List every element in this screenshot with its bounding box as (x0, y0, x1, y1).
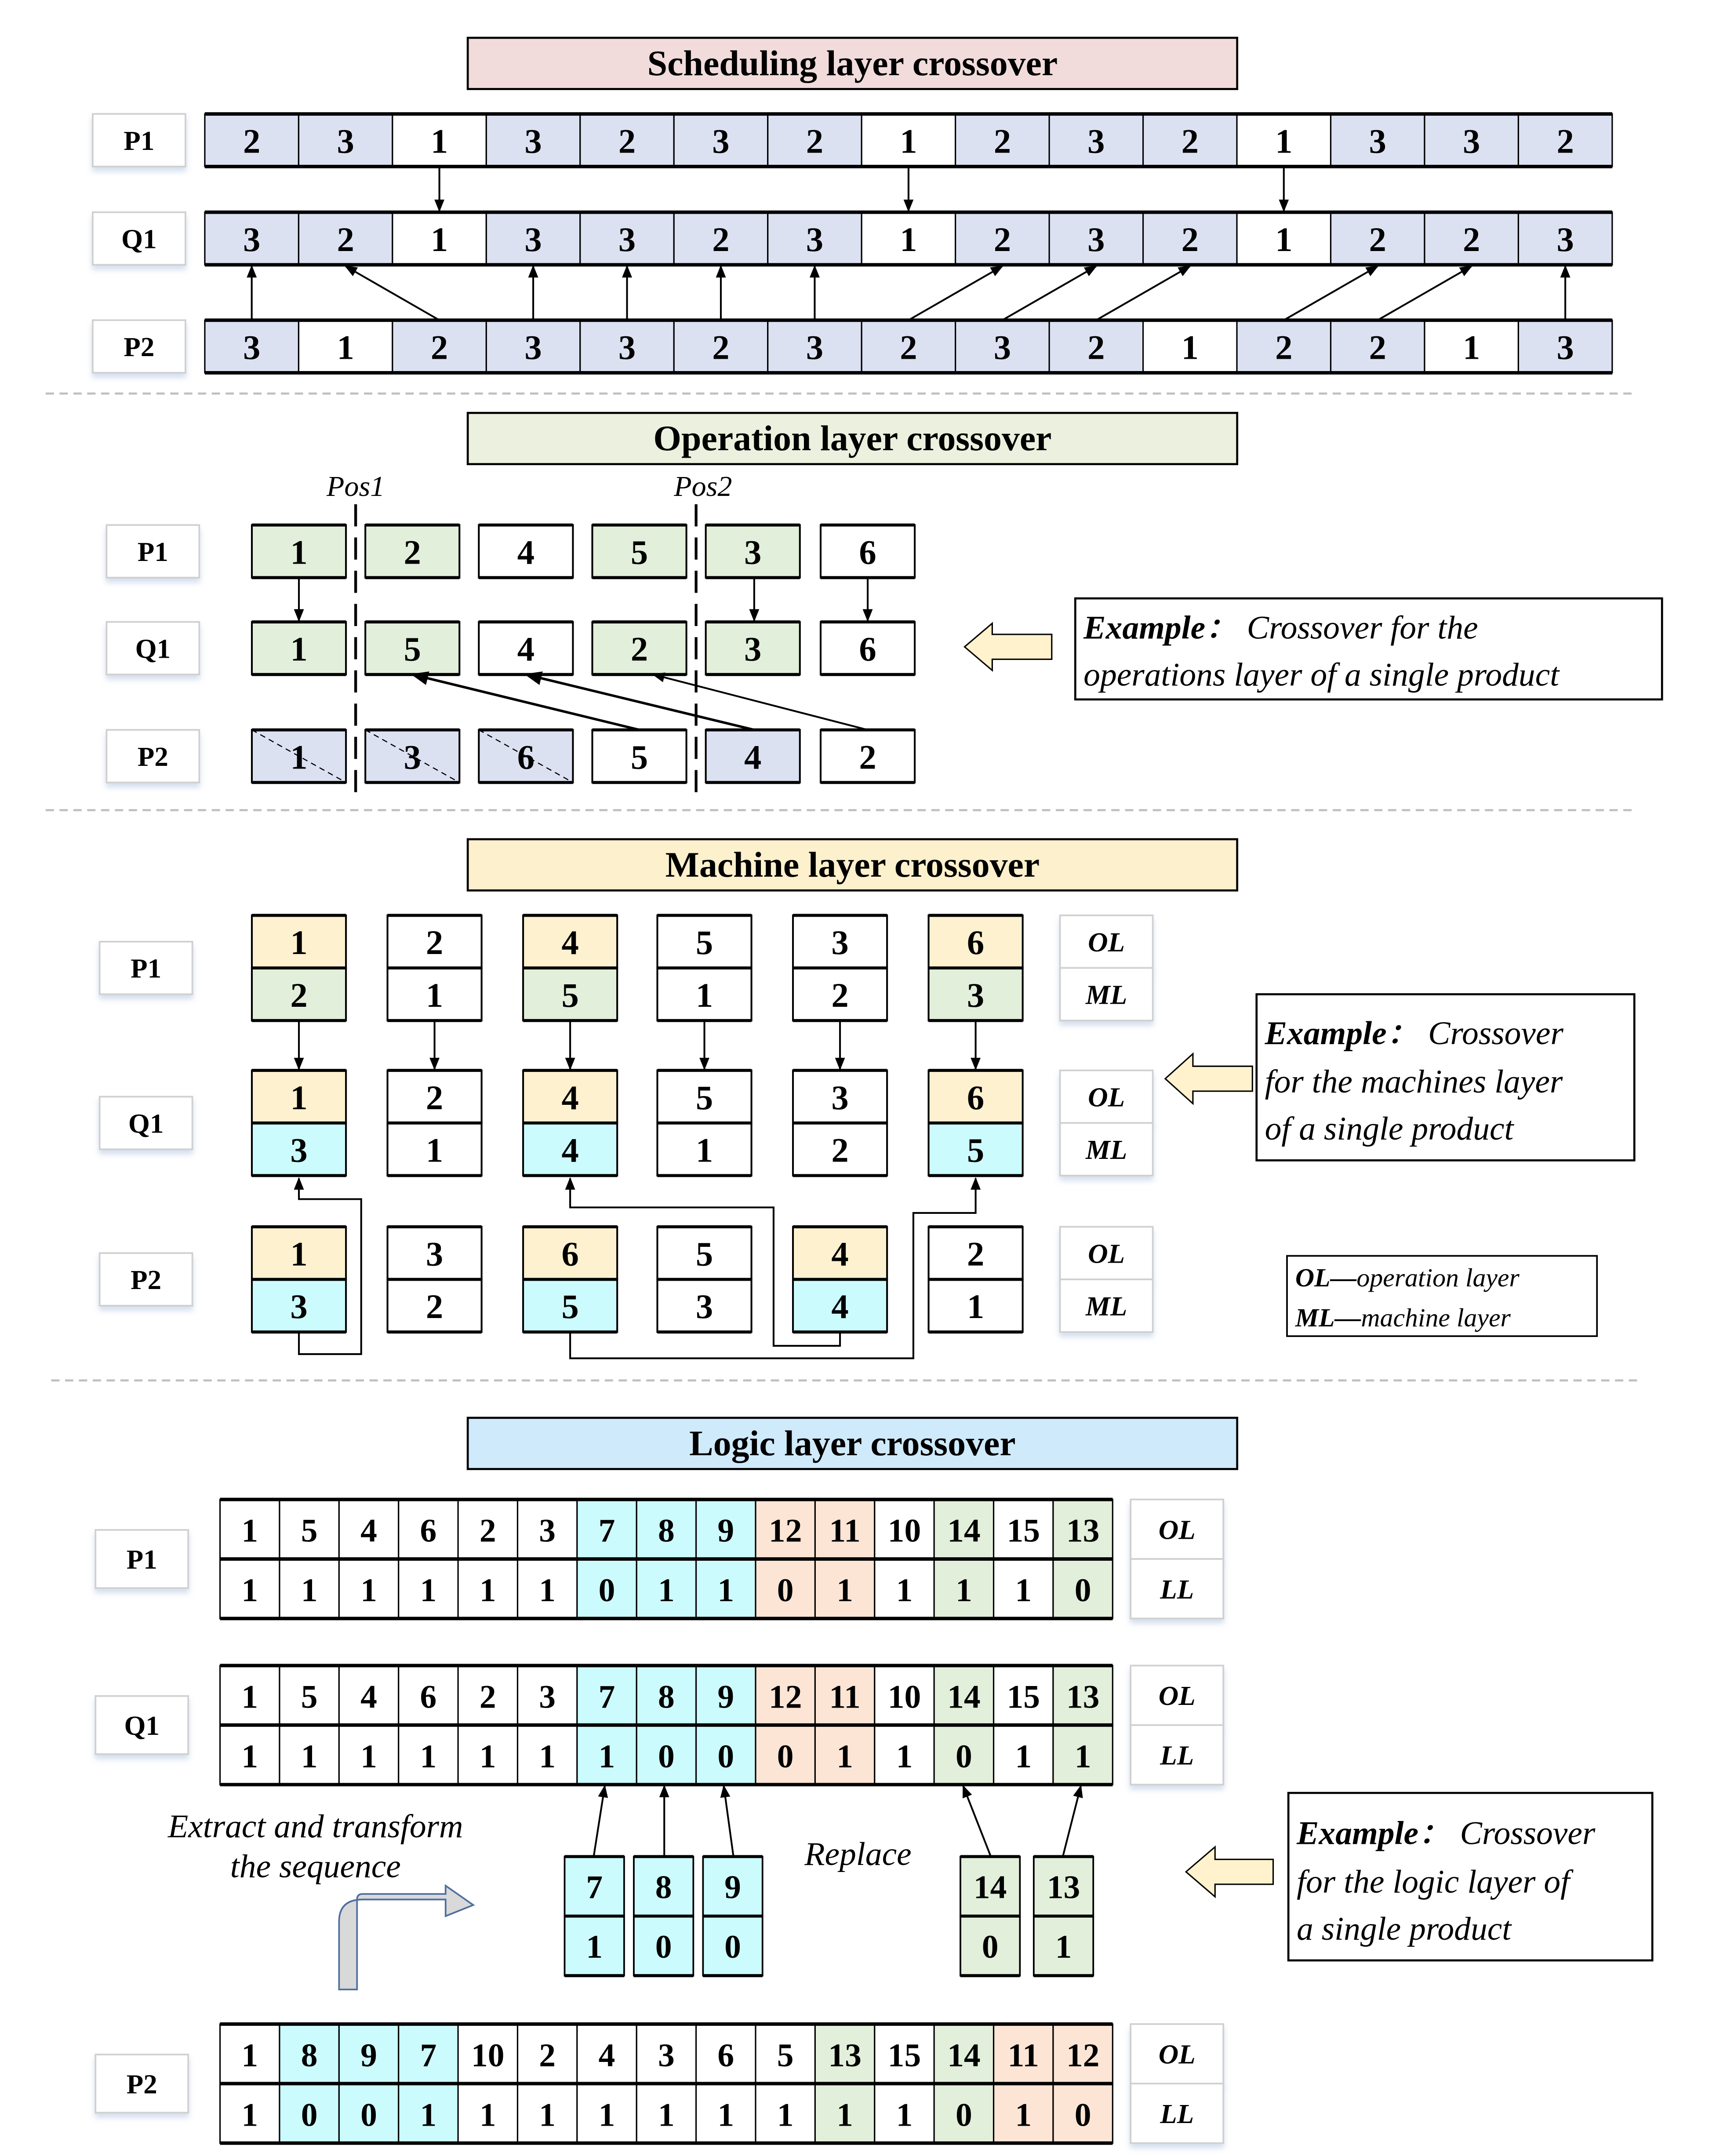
mach-ml-value: 2 (425, 1288, 444, 1326)
sched-cell-value: 2 (618, 122, 636, 161)
logic-row-label-q1: Q1 (124, 1710, 160, 1741)
sched-cell-value: 2 (1556, 122, 1574, 161)
logic-ll-value: 1 (896, 1572, 913, 1609)
sched-cell-value: 3 (712, 122, 730, 161)
mach-ol-value: 2 (425, 924, 444, 962)
logic-ol-value: 15 (887, 2037, 921, 2074)
sched-cell-value: 2 (1369, 328, 1386, 367)
op-cell-value: 2 (630, 630, 648, 669)
mach-ol-value: 4 (561, 1078, 579, 1117)
arrow (909, 266, 1002, 320)
mach-ol-value: 5 (695, 1078, 713, 1117)
group-a-ll-value: 1 (586, 1928, 603, 1965)
logic-ol-value: 8 (658, 1512, 675, 1549)
logic-ol-value: 14 (947, 1679, 981, 1715)
ol-tag: OL (1158, 1680, 1196, 1712)
logic-ll-value: 1 (479, 1572, 496, 1609)
logic-ll-value: 0 (777, 1572, 794, 1609)
sched-cell-value: 3 (1463, 122, 1480, 161)
operation-left-arrow-icon (964, 623, 1051, 670)
logic-ol-value: 13 (828, 2037, 862, 2074)
logic-ol-value: 14 (947, 2037, 981, 2074)
logic-ol-value: 3 (658, 2037, 675, 2074)
logic-ll-value: 1 (836, 1738, 853, 1775)
sched-cell-value: 1 (430, 220, 448, 259)
logic-ol-value: 3 (539, 1679, 556, 1715)
logic-ol-value: 4 (360, 1512, 377, 1549)
logic-ll-value: 1 (658, 1572, 675, 1609)
mach-ml-value: 3 (290, 1131, 308, 1170)
op-cell-value: 2 (859, 738, 876, 777)
mach-ol-value: 3 (831, 924, 849, 962)
logic-ll-value: 1 (301, 1738, 318, 1775)
mach-ml-value: 1 (425, 976, 444, 1015)
logic-ol-value: 12 (1066, 2037, 1100, 2074)
legend-ol: OL—operation layer (1295, 1263, 1520, 1292)
arrow (653, 674, 868, 730)
op-row-label-p1: P1 (137, 536, 168, 568)
op-cell-value: 3 (404, 738, 421, 777)
mach-ml-value: 4 (831, 1288, 849, 1326)
mach-ml-value: 2 (831, 976, 849, 1015)
logic-ol-value: 15 (1007, 1512, 1040, 1549)
ll-tag: LL (1160, 1740, 1194, 1771)
op-cell-value: 6 (517, 738, 535, 777)
ol-tag: OL (1158, 2039, 1196, 2070)
mach-ml-value: 3 (290, 1288, 308, 1326)
logic-ll-value: 1 (360, 1572, 377, 1609)
logic-ll-value: 0 (717, 1738, 734, 1775)
op-cell-value: 6 (859, 533, 876, 572)
mach-ol-value: 5 (695, 1235, 713, 1274)
sched-cell-value: 2 (337, 220, 354, 259)
sched-cell-value: 3 (524, 220, 542, 259)
sched-cell-value: 1 (1275, 220, 1293, 259)
mach-ol-value: 3 (831, 1078, 849, 1117)
sched-cell-value: 3 (618, 220, 636, 259)
operation-title: Operation layer crossover (653, 418, 1052, 459)
mach-ml-value: 5 (967, 1131, 985, 1170)
group-a-ol-value: 7 (586, 1869, 603, 1906)
machine-example-text-3: of a single product (1265, 1111, 1514, 1147)
logic-ol-value: 2 (479, 1512, 496, 1549)
logic-ol-value: 1 (241, 1679, 258, 1715)
sched-cell-value: 3 (806, 328, 824, 367)
logic-ol-value: 1 (241, 1512, 258, 1549)
logic-ol-value: 2 (539, 2037, 556, 2074)
sched-cell-value: 2 (1275, 328, 1293, 367)
mach-ol-value: 4 (561, 924, 579, 962)
op-cell-value: 5 (630, 738, 648, 777)
logic-ol-value: 9 (360, 2037, 377, 2074)
arrow (526, 674, 754, 730)
operation-example-text-2: operations layer of a single product (1083, 656, 1560, 693)
op-cell-value: 5 (404, 630, 421, 669)
sched-cell-value: 3 (337, 122, 354, 161)
mach-ol-value: 1 (290, 1078, 308, 1117)
arrow (963, 1786, 991, 1857)
mach-row-label-p2: P2 (131, 1264, 162, 1296)
logic-ll-value: 1 (241, 1572, 258, 1609)
logic-ol-value: 12 (768, 1512, 802, 1549)
logic-ll-value: 1 (241, 2097, 258, 2134)
mach-ml-value: 1 (425, 1131, 444, 1170)
mach-ml-value: 3 (967, 976, 985, 1015)
logic-example-text-3: a single product (1297, 1910, 1512, 1947)
sched-cell-value: 3 (1556, 328, 1574, 367)
logic-ll-value: 1 (1015, 1738, 1032, 1775)
logic-ol-value: 7 (598, 1512, 615, 1549)
sched-cell-value: 3 (806, 220, 824, 259)
sched-cell-value: 2 (1181, 122, 1199, 161)
arrow (1002, 266, 1096, 320)
logic-ll-value: 1 (360, 1738, 377, 1775)
mach-ml-value: 1 (967, 1288, 985, 1326)
sched-cell-value: 2 (900, 328, 917, 367)
op-cell-value: 4 (744, 738, 762, 777)
sched-cell-value: 2 (1181, 220, 1199, 259)
ll-tag: LL (1160, 2098, 1194, 2130)
logic-ll-value: 1 (717, 1572, 734, 1609)
op-cell-value: 2 (404, 533, 421, 572)
logic-ll-value: 1 (1015, 1572, 1032, 1609)
arrow (1284, 266, 1378, 320)
sched-cell-value: 1 (900, 122, 917, 161)
group-b-ol-value: 13 (1047, 1869, 1080, 1906)
logic-ol-value: 5 (777, 2037, 794, 2074)
legend-ml: ML—machine layer (1295, 1303, 1511, 1333)
logic-ol-value: 6 (420, 1512, 437, 1549)
logic-ol-value: 10 (471, 2037, 505, 2074)
ll-tag: LL (1160, 1573, 1194, 1605)
logic-ol-value: 11 (1007, 2037, 1039, 2074)
logic-ll-value: 1 (777, 2097, 794, 2134)
logic-ll-value: 0 (658, 1738, 675, 1775)
op-cell-value: 4 (517, 630, 535, 669)
logic-ll-value: 1 (896, 1738, 913, 1775)
mach-ol-value: 6 (561, 1235, 579, 1274)
logic-ll-value: 0 (955, 2097, 972, 2134)
arrow (412, 674, 639, 730)
logic-ll-value: 1 (301, 1572, 318, 1609)
logic-left-arrow-icon (1186, 1847, 1273, 1897)
logic-ol-value: 7 (598, 1679, 615, 1715)
op-row-label-q1: Q1 (135, 633, 171, 664)
group-b-ol-value: 14 (973, 1869, 1007, 1906)
logic-ol-value: 5 (301, 1679, 318, 1715)
logic-ol-value: 7 (420, 2037, 437, 2074)
group-b-ll-value: 0 (982, 1928, 999, 1965)
arrow (1063, 1786, 1081, 1857)
machine-section (100, 839, 1635, 1358)
sched-cell-value: 1 (1275, 122, 1293, 161)
logic-row-label-p1: P1 (126, 1544, 157, 1575)
op-cell-value: 1 (290, 533, 308, 572)
logic-ll-value: 0 (301, 2097, 318, 2134)
group-b-ll-value: 1 (1055, 1928, 1072, 1965)
sched-row-label-p1: P1 (124, 125, 155, 157)
mach-ol-value: 2 (425, 1078, 444, 1117)
logic-ol-value: 11 (829, 1512, 861, 1549)
extract-label-2: the sequence (230, 1848, 401, 1885)
mach-ol-value: 6 (967, 924, 985, 962)
mach-ml-value: 5 (561, 1288, 579, 1326)
mach-ol-value: 3 (425, 1235, 444, 1274)
operation-rows (106, 525, 915, 783)
logic-ll-value: 0 (598, 1572, 615, 1609)
replace-label: Replace (804, 1836, 912, 1872)
sched-cell-value: 2 (712, 328, 730, 367)
pos1-label: Pos1 (327, 470, 385, 503)
mach-ml-value: 4 (561, 1131, 579, 1170)
sched-cell-value: 3 (524, 328, 542, 367)
logic-ll-value: 1 (598, 1738, 615, 1775)
sched-row-label-p2: P2 (124, 331, 155, 363)
logic-ll-value: 1 (955, 1572, 972, 1609)
logic-ol-value: 11 (829, 1679, 861, 1715)
logic-ol-value: 12 (768, 1679, 802, 1715)
logic-ll-value: 1 (836, 2097, 853, 2134)
scheduling-section (93, 38, 1612, 373)
ol-tag: OL (1088, 926, 1125, 958)
ml-tag: ML (1085, 1290, 1127, 1322)
mach-row-label-q1: Q1 (128, 1108, 164, 1139)
logic-ll-value: 1 (1015, 2097, 1032, 2134)
logic-ll-value: 1 (479, 1738, 496, 1775)
ol-tag: OL (1158, 1514, 1196, 1545)
sched-cell-value: 2 (430, 328, 448, 367)
logic-ol-value: 13 (1066, 1679, 1100, 1715)
logic-ol-value: 3 (539, 1512, 556, 1549)
logic-ll-value: 1 (420, 1572, 437, 1609)
scheduling-title: Scheduling layer crossover (647, 43, 1058, 83)
machine-example-text: Example： Crossover (1265, 1015, 1563, 1052)
mach-ml-value: 2 (831, 1131, 849, 1170)
sched-cell-value: 2 (1087, 328, 1105, 367)
logic-ol-value: 2 (479, 1679, 496, 1715)
logic-ol-value: 9 (717, 1679, 734, 1715)
logic-example-text: Example： Crossover (1297, 1815, 1596, 1852)
logic-ol-value: 8 (301, 2037, 318, 2074)
logic-ol-value: 6 (420, 1679, 437, 1715)
sched-cell-value: 3 (993, 328, 1011, 367)
logic-ll-value: 1 (598, 2097, 615, 2134)
mach-ml-value: 3 (695, 1288, 713, 1326)
logic-ll-value: 1 (539, 1572, 556, 1609)
mach-ol-value: 6 (967, 1078, 985, 1117)
sched-cell-value: 3 (618, 328, 636, 367)
mach-ml-value: 2 (290, 976, 308, 1015)
logic-ll-value: 1 (241, 1738, 258, 1775)
mach-ol-value: 4 (831, 1235, 849, 1274)
operation-example-text: Example： Crossover for the (1083, 609, 1478, 646)
ol-tag: OL (1088, 1082, 1125, 1113)
sched-cell-value: 3 (1556, 220, 1574, 259)
sched-cell-value: 2 (1369, 220, 1386, 259)
sched-cell-value: 2 (806, 122, 824, 161)
mach-ol-value: 1 (290, 1235, 308, 1274)
sched-row-label-q1: Q1 (121, 223, 157, 255)
mach-ol-value: 2 (967, 1235, 985, 1274)
machine-example-text-2: for the machines layer (1265, 1063, 1563, 1100)
ol-tag: OL (1088, 1238, 1125, 1269)
sched-cell-value: 2 (993, 220, 1011, 259)
logic-ol-value: 13 (1066, 1512, 1100, 1549)
logic-title: Logic layer crossover (689, 1423, 1016, 1463)
op-cell-value: 3 (744, 630, 762, 669)
sched-cell-value: 1 (337, 328, 354, 367)
group-a-ll-value: 0 (655, 1928, 672, 1965)
mach-ml-value: 5 (561, 976, 579, 1015)
arrow (724, 1786, 734, 1857)
logic-ll-value: 1 (717, 2097, 734, 2134)
logic-example-text-2: for the logic layer of (1297, 1863, 1570, 1900)
arrow (594, 1786, 605, 1857)
sched-cell-value: 3 (524, 122, 542, 161)
arrow (1378, 266, 1471, 320)
sched-cell-value: 2 (1463, 220, 1480, 259)
logic-ll-value: 1 (479, 2097, 496, 2134)
logic-ol-value: 1 (241, 2037, 258, 2074)
group-a-ol-value: 9 (724, 1869, 741, 1906)
sched-cell-value: 3 (1087, 220, 1105, 259)
sched-cell-value: 1 (1463, 328, 1480, 367)
mach-ml-value: 1 (695, 976, 713, 1015)
machine-rows (100, 915, 1153, 1332)
scheduling-rows (93, 114, 1612, 373)
logic-ol-value: 4 (360, 1679, 377, 1715)
ml-tag: ML (1085, 979, 1127, 1010)
machine-title: Machine layer crossover (665, 844, 1040, 885)
logic-ll-value: 1 (836, 1572, 853, 1609)
sched-cell-value: 3 (243, 220, 261, 259)
group-a-ll-value: 0 (724, 1928, 741, 1965)
logic-row-label-p2: P2 (126, 2069, 157, 2100)
logic-ol-value: 6 (717, 2037, 734, 2074)
op-cell-value: 1 (290, 630, 308, 669)
sched-cell-value: 1 (900, 220, 917, 259)
logic-ol-value: 9 (717, 1512, 734, 1549)
logic-ol-value: 8 (658, 1679, 675, 1715)
logic-ll-value: 1 (539, 1738, 556, 1775)
logic-ol-value: 15 (1007, 1679, 1040, 1715)
arrow (1096, 266, 1190, 320)
logic-ol-value: 10 (887, 1512, 921, 1549)
mach-ol-value: 1 (290, 924, 308, 962)
logic-ll-value: 0 (777, 1738, 794, 1775)
logic-ll-value: 1 (658, 2097, 675, 2134)
logic-ll-value: 1 (896, 2097, 913, 2134)
sched-cell-value: 1 (1181, 328, 1199, 367)
logic-ll-value: 1 (420, 1738, 437, 1775)
logic-ll-value: 0 (955, 1738, 972, 1775)
sched-cell-value: 2 (712, 220, 730, 259)
op-cell-value: 1 (290, 738, 308, 777)
logic-ll-value: 0 (360, 2097, 377, 2134)
ml-tag: ML (1085, 1134, 1127, 1165)
logic-ll-value: 1 (539, 2097, 556, 2134)
logic-ol-value: 14 (947, 1512, 981, 1549)
sched-cell-value: 2 (993, 122, 1011, 161)
sched-cell-value: 1 (430, 122, 448, 161)
logic-ll-value: 1 (1074, 1738, 1091, 1775)
logic-ol-value: 10 (887, 1679, 921, 1715)
op-cell-value: 5 (630, 533, 648, 572)
op-cell-value: 4 (517, 533, 535, 572)
machine-left-arrow-icon (1165, 1054, 1252, 1103)
mach-ol-value: 5 (695, 924, 713, 962)
mach-ml-value: 1 (695, 1131, 713, 1170)
logic-extracted-groups (565, 1786, 1094, 1975)
sched-cell-value: 3 (243, 328, 261, 367)
sched-cell-value: 2 (243, 122, 261, 161)
op-cell-value: 3 (744, 533, 762, 572)
mach-row-label-p1: P1 (131, 953, 162, 984)
logic-ol-value: 4 (598, 2037, 615, 2074)
op-row-label-p2: P2 (137, 741, 168, 772)
pos2-label: Pos2 (674, 470, 732, 503)
logic-ll-value: 0 (1074, 2097, 1091, 2134)
bent-transform-arrow-icon (339, 1886, 473, 1989)
op-cell-value: 6 (859, 630, 876, 669)
logic-ll-value: 1 (420, 2097, 437, 2134)
operation-section (106, 413, 1662, 803)
extract-label: Extract and transform (168, 1808, 463, 1845)
arrow (345, 266, 439, 320)
sched-cell-value: 3 (1369, 122, 1386, 161)
sched-cell-value: 3 (1087, 122, 1105, 161)
logic-section (95, 1418, 1652, 2143)
logic-ll-value: 0 (1074, 1572, 1091, 1609)
logic-ol-value: 5 (301, 1512, 318, 1549)
group-a-ol-value: 8 (655, 1869, 672, 1906)
